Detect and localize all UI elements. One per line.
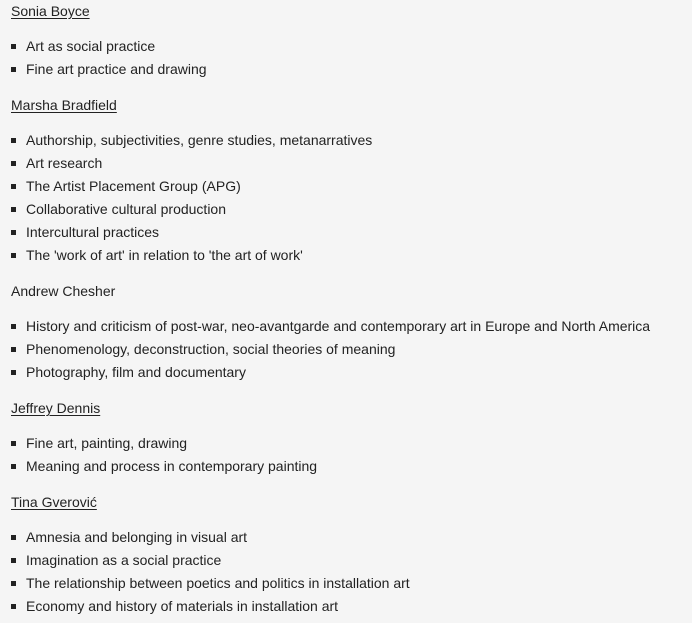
person-name[interactable] (11, 397, 100, 420)
topic-list (11, 315, 692, 384)
person-andrew-chesher (11, 280, 692, 384)
person-sonia-boyce (11, 0, 692, 81)
person-jeffrey-dennis (11, 397, 692, 478)
topic-list (11, 129, 692, 267)
person-name[interactable] (11, 94, 117, 117)
person-link[interactable]: Tina Gverović (11, 494, 97, 510)
list-item: Photography, film and documentary (11, 361, 692, 384)
list-item: Meaning and process in contemporary painting (11, 455, 692, 478)
person-name[interactable] (11, 0, 90, 23)
list-item: Phenomenology, deconstruction, social theories of meaning (11, 338, 692, 361)
list-item: Authorship, subjectivities, genre studies, metanarratives (11, 129, 692, 152)
list-item: History and criticism of post-war, neo-avantgarde and contemporary art in Europe and North America (11, 315, 692, 338)
list-item: The relationship between poetics and politics in installation art (11, 572, 692, 595)
list-item: Economy and history of materials in installation art (11, 595, 692, 618)
list-item: The Artist Placement Group (APG) (11, 175, 692, 198)
list-item: Fine art practice and drawing (11, 58, 692, 81)
person-link[interactable]: Marsha Bradfield (11, 97, 117, 113)
list-item: Fine art, painting, drawing (11, 432, 692, 455)
topic-list (11, 526, 692, 618)
list-item: Collaborative cultural production (11, 198, 692, 221)
list-item: Art as social practice (11, 35, 692, 58)
list-item: Art research (11, 152, 692, 175)
list-item: Intercultural practices (11, 221, 692, 244)
list-item: Imagination as a social practice (11, 549, 692, 572)
person-name: Andrew Chesher (11, 283, 116, 299)
list-item: Amnesia and belonging in visual art (11, 526, 692, 549)
person-marsha-bradfield (11, 94, 692, 267)
topic-list (11, 432, 692, 478)
person-link[interactable]: Jeffrey Dennis (11, 400, 101, 416)
person-tina-gverovic (11, 491, 692, 618)
person-name[interactable] (11, 491, 97, 514)
list-item: The 'work of art' in relation to 'the art of work' (11, 244, 692, 267)
person-link[interactable]: Sonia Boyce (11, 3, 90, 19)
topic-list (11, 35, 692, 81)
